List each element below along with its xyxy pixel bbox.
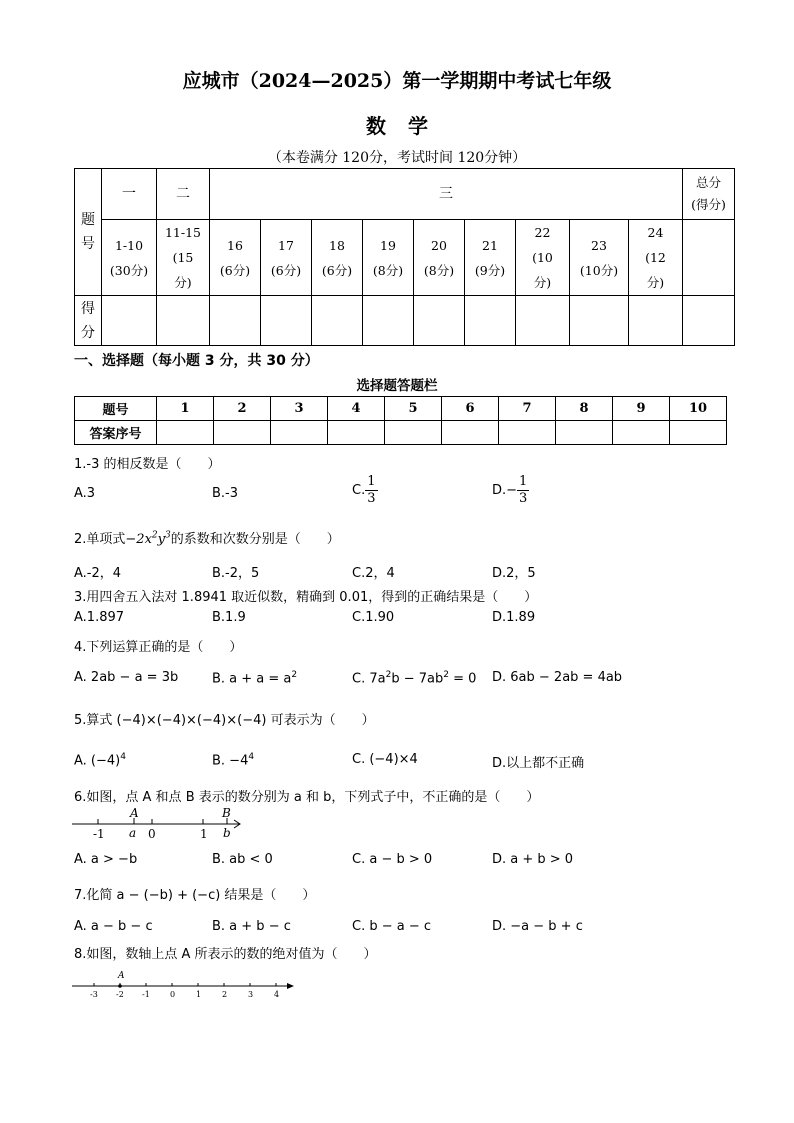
total-blank	[683, 220, 735, 296]
q7-option-a: A. a − b − c	[74, 919, 153, 934]
q3-option-b: B.1.9	[212, 610, 246, 625]
answer-number: 6	[442, 397, 499, 421]
col-23: 23 (10分)	[570, 220, 629, 296]
q4-option-b: B. $a + a = a^2$	[212, 670, 298, 687]
col-22: 22 (10 分)	[516, 220, 570, 296]
score-cell[interactable]	[629, 296, 683, 346]
score-cell[interactable]	[102, 296, 157, 346]
q2-option-a: A.-2，4	[74, 566, 122, 581]
answer-number: 4	[328, 397, 385, 421]
tick-label: -2	[116, 990, 124, 999]
q6-option-c: C. a − b > 0	[352, 852, 433, 867]
q2-option-c: C.2，4	[352, 566, 395, 581]
answer-cell[interactable]	[157, 421, 214, 445]
q4-option-c: C. $7a^2b - 7ab^2 = 0$	[352, 670, 477, 687]
answer-row-label: 题号	[75, 397, 157, 421]
answer-row-label: 答案序号	[75, 421, 157, 445]
section-1-header: 一	[102, 169, 157, 220]
q5-stem: 5.算式 (−4)×(−4)×(−4)×(−4) 可表示为（ ）	[74, 713, 375, 728]
label-a: a	[129, 826, 137, 840]
q8-stem: 8.如图，数轴上点 A 所表示的数的绝对值为（ ）	[74, 947, 377, 962]
q2-option-b: B.-2，5	[212, 566, 260, 581]
answer-cell[interactable]	[613, 421, 670, 445]
q6-option-b: B. ab < 0	[212, 852, 273, 867]
section-heading: 一、选择题（每小题 3 分，共 30 分）	[74, 353, 319, 369]
score-cell[interactable]	[683, 296, 735, 346]
answer-table-title: 选择题答题栏	[356, 378, 438, 394]
section-2-header: 二	[157, 169, 210, 220]
q7-option-d: D. −a − b + c	[492, 919, 583, 934]
col-11-15: 11-15 (15 分)	[157, 220, 210, 296]
score-cell[interactable]	[516, 296, 570, 346]
q2-stem: 2.单项式$-2x^2y^3$的系数和次数分别是（ ）	[74, 530, 340, 547]
answer-number: 10	[670, 397, 727, 421]
q3-option-c: C.1.90	[352, 610, 395, 625]
q4-option-d: D. 6ab − 2ab = 4ab	[492, 670, 623, 685]
score-cell[interactable]	[414, 296, 465, 346]
q3-option-d: D.1.89	[492, 610, 536, 625]
col-1-10: 1-10 (30分)	[102, 220, 157, 296]
col-19: 19 (8分)	[363, 220, 414, 296]
q2-option-d: D.2，5	[492, 566, 536, 581]
score-cell[interactable]	[312, 296, 363, 346]
answer-number: 7	[499, 397, 556, 421]
col-20: 20 (8分)	[414, 220, 465, 296]
row-label-defen: 得分	[75, 296, 102, 346]
answer-cell[interactable]	[271, 421, 328, 445]
answer-cell[interactable]	[328, 421, 385, 445]
answer-cell[interactable]	[556, 421, 613, 445]
q5-option-c: C. (−4)×4	[352, 752, 418, 767]
q5-option-b: B. $-4^4$	[212, 752, 255, 769]
tick-label: -3	[90, 990, 98, 999]
q6-option-a: A. a > −b	[74, 852, 138, 867]
row-label-tihao: 题号	[75, 169, 102, 296]
tick-label: -1	[142, 990, 150, 999]
label-b: b	[223, 826, 231, 840]
answer-number: 2	[214, 397, 271, 421]
q3-stem: 3.用四舍五入法对 1.8941 取近似数，精确到 0.01，得到的正确结果是（ ）	[74, 590, 538, 605]
answer-number: 8	[556, 397, 613, 421]
q4-option-a: A. 2ab − a = 3b	[74, 670, 179, 685]
q6-option-d: D. a + b > 0	[492, 852, 574, 867]
tick-label: 1	[196, 990, 202, 999]
tick-label: 3	[248, 990, 254, 999]
answer-cell[interactable]	[670, 421, 727, 445]
label-point-a: A	[118, 971, 125, 981]
q1-option-a: A.3	[74, 486, 96, 501]
answer-number: 9	[613, 397, 670, 421]
q6-stem: 6.如图，点 A 和点 B 表示的数分别为 a 和 b，下列式子中，不正确的是（ ）	[74, 790, 540, 805]
answer-number: 5	[385, 397, 442, 421]
exam-note: （本卷满分 120分，考试时间 120分钟）	[267, 150, 527, 166]
q1-option-b: B.-3	[212, 486, 239, 501]
q5-option-d: D.以上都不正确	[492, 756, 585, 771]
answer-number: 1	[157, 397, 214, 421]
label-minus-one: -1	[93, 827, 105, 841]
answer-cell[interactable]	[214, 421, 271, 445]
q6-number-line	[70, 806, 250, 842]
col-21: 21 (9分)	[465, 220, 516, 296]
label-point-a: A	[130, 806, 139, 820]
tick-label: 4	[274, 990, 280, 999]
q1-option-c: C. $\frac{1}{3}$	[352, 474, 376, 506]
q8-number-line	[70, 966, 300, 1000]
score-cell[interactable]	[363, 296, 414, 346]
q3-option-a: A.1.897	[74, 610, 125, 625]
answer-cell[interactable]	[442, 421, 499, 445]
q7-stem: 7.化简 a − (−b) + (−c) 结果是（ ）	[74, 888, 316, 903]
tick-label: 2	[222, 990, 228, 999]
answer-cell[interactable]	[499, 421, 556, 445]
col-17: 17 (6分)	[261, 220, 312, 296]
section-3-header: 三	[210, 169, 683, 220]
q1-option-d: D.− $\frac{1}{3}$	[492, 474, 528, 506]
q4-stem: 4.下列运算正确的是（ ）	[74, 640, 243, 655]
col-18: 18 (6分)	[312, 220, 363, 296]
arrow-head-icon	[287, 983, 294, 989]
label-zero: 0	[148, 827, 156, 841]
col-24: 24 (12 分)	[629, 220, 683, 296]
score-cell[interactable]	[465, 296, 516, 346]
total-header: 总分 (得分)	[683, 169, 735, 220]
q5-option-a: A. $(-4)^4$	[74, 752, 126, 769]
subject-title: 数学	[366, 114, 450, 138]
q7-option-b: B. a + b − c	[212, 919, 291, 934]
label-one: 1	[200, 827, 208, 841]
answer-number: 3	[271, 397, 328, 421]
q1-stem: 1.-3 的相反数是（ ）	[74, 457, 221, 472]
score-cell[interactable]	[210, 296, 261, 346]
score-cell[interactable]	[157, 296, 210, 346]
exam-title: 应城市（2024—2025）第一学期期中考试七年级	[182, 70, 612, 92]
score-cell[interactable]	[570, 296, 629, 346]
col-16: 16 (6分)	[210, 220, 261, 296]
label-point-b: B	[222, 806, 231, 820]
score-cell[interactable]	[261, 296, 312, 346]
q7-option-c: C. b − a − c	[352, 919, 432, 934]
score-table	[74, 168, 735, 346]
point-a-dot	[118, 984, 122, 988]
answer-cell[interactable]	[385, 421, 442, 445]
answer-table	[74, 396, 727, 445]
tick-label: 0	[170, 990, 176, 999]
